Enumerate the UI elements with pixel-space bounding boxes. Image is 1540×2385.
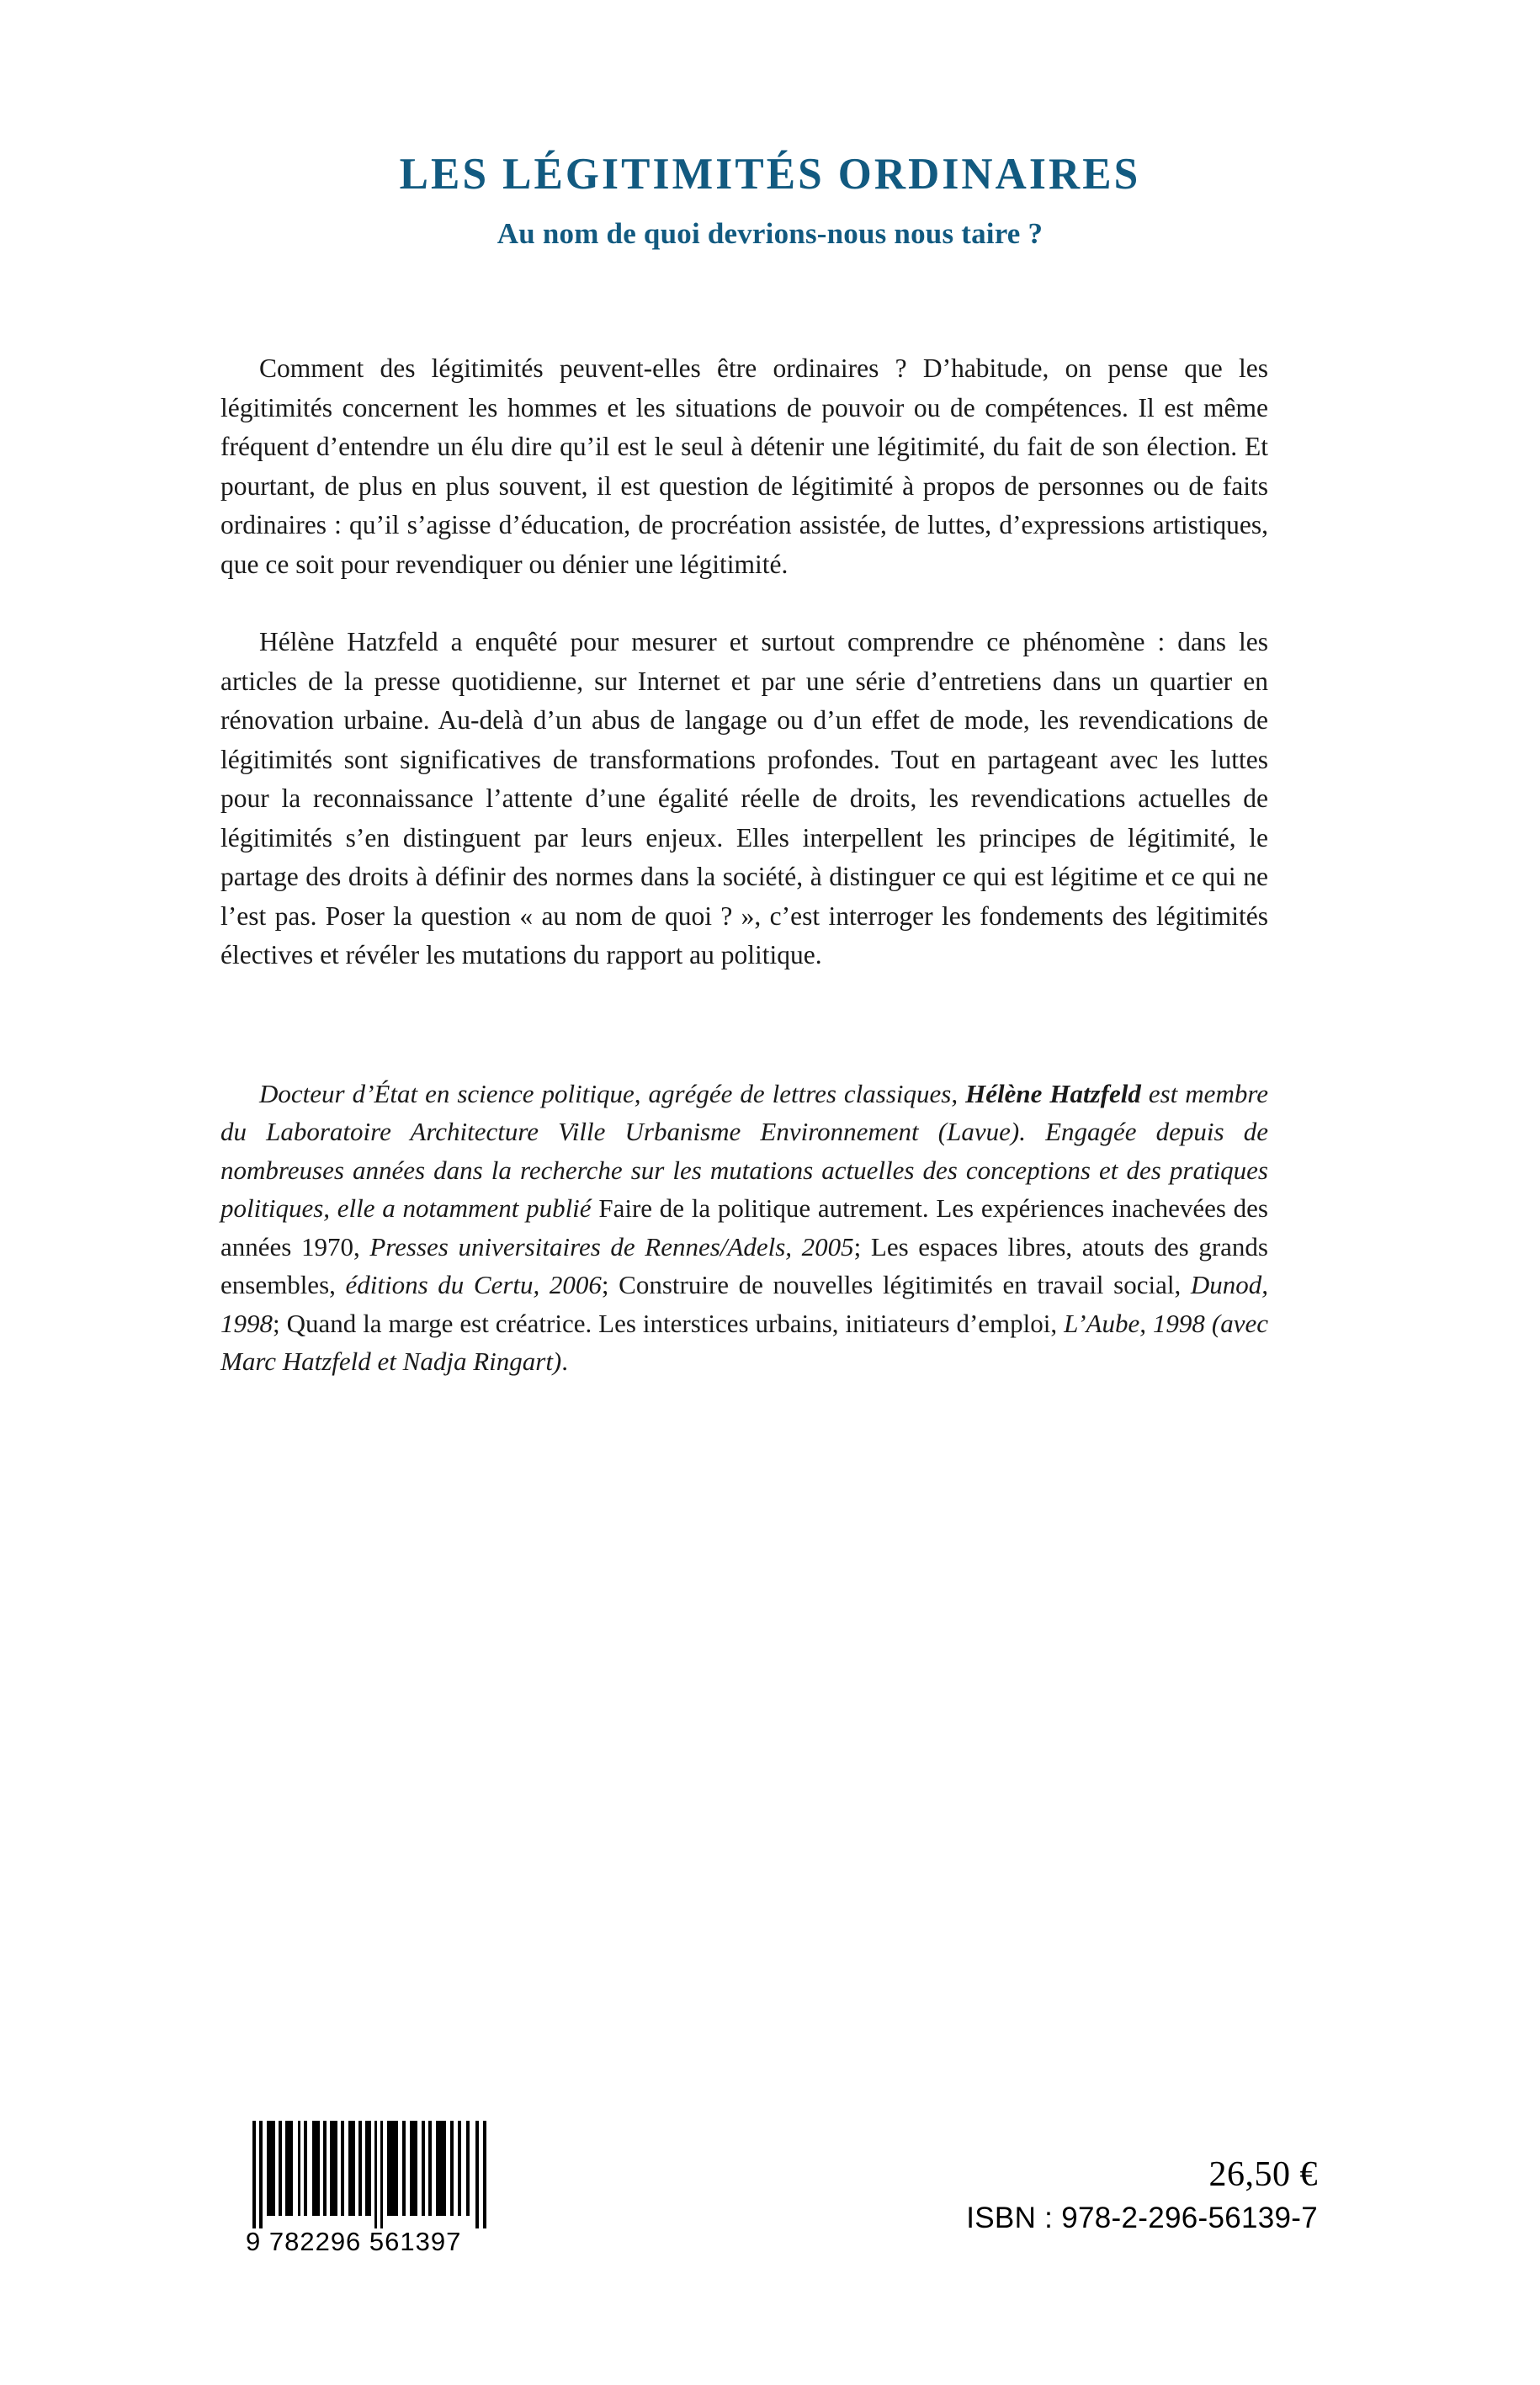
page-subtitle: Au nom de quoi devrions-nous nous taire ? [497,217,1043,251]
barcode-icon [241,2121,502,2228]
bio-work-2: Les espaces libres, atouts des grands ensembles, [220,1231,1268,1299]
price-isbn-block [966,2154,1318,2237]
bio-affiliation: est membre du Laboratoire Architecture Ville Urbanisme Environnement (Lavue). Engagée depuis de nombreuses années dans la recherche sur les mutations actuelles des conceptions et des pratiques politiques, elle a notamment publié [220,1078,1268,1223]
bio-sep-1: ; [853,1231,871,1262]
bio-sep-2: ; [601,1270,619,1299]
bio-publisher-3: Dunod, 1998 [220,1270,1268,1338]
cover-footer [220,2121,1320,2289]
isbn-label: ISBN : 978-2-296-56139-7 [966,2202,1318,2235]
blurb-paragraph-2: Hélène Hatzfeld a enquêté pour mesurer et surtout comprendre ce phénomène : dans les articles de la presse quotidienne, sur Internet et par une série d’entretiens dans un quartier en rénovation urbaine. Au-delà d’un abus de langage ou d’un effet de mode, les revendications de légitimités sont significatives de transformations profondes. Tout en partageant avec les luttes pour la reconnaissance l’attente d’une égalité réelle de droits, les revendications actuelles de légitimités s’en distinguent par leurs enjeux. Elles interpellent les principes de légitimité, le partage des droits à définir des normes dans la société, à distinguer ce qui est légitime et ce qui ne l’est pas. Poser la question « au nom de quoi ? », c’est interroger les fondements des légitimités électives et révéler les mutations du rapport au politique. [220,627,1268,969]
bio-publisher-4: L’Aube, 1998 (avec Marc Hatzfeld et Nadja Ringart) [220,1308,1268,1376]
price-label: 26,50 € [1208,2155,1318,2194]
bio-sep-3: ; [273,1308,287,1338]
bio-work-1: Faire de la politique autrement. Les expériences inachevées des années 1970, [220,1193,1268,1262]
bio-publisher-1: Presses universitaires de Rennes/Adels, 2005 [369,1231,854,1262]
page-title: LES LÉGITIMITÉS ORDINAIRES [399,150,1141,199]
back-cover-text-column [220,349,1268,1381]
bio-end: . [561,1347,569,1376]
author-biography [220,1075,1268,1381]
bio-publisher-2: éditions du Certu, 2006 [345,1270,602,1299]
author-name: Hélène Hatzfeld [965,1078,1141,1108]
bio-work-3: Construire de nouvelles légitimités en travail social, [619,1270,1191,1299]
barcode-number: 9 782296 561397 [246,2227,462,2256]
barcode [241,2121,518,2257]
bio-work-4: Quand la marge est créatrice. Les interstices urbains, initiateurs d’emploi, [286,1308,1065,1338]
title-block [0,150,1540,252]
bio-intro: Docteur d’État en science politique, agrégée de lettres classiques, [259,1078,966,1108]
blurb-paragraph-1: Comment des légitimités peuvent-elles être ordinaires ? D’habitude, on pense que les légitimités concernent les hommes et les situations de pouvoir ou de compétences. Il est même fréquent d’entendre un élu dire qu’il est le seul à détenir une légitimité, du fait de son élection. Et pourtant, de plus en plus souvent, il est question de légitimité à propos de personnes ou de faits ordinaires : qu’il s’agisse d’éducation, de procréation assistée, de luttes, d’expressions artistiques, que ce soit pour revendiquer ou dénier une légitimité. [220,353,1268,579]
